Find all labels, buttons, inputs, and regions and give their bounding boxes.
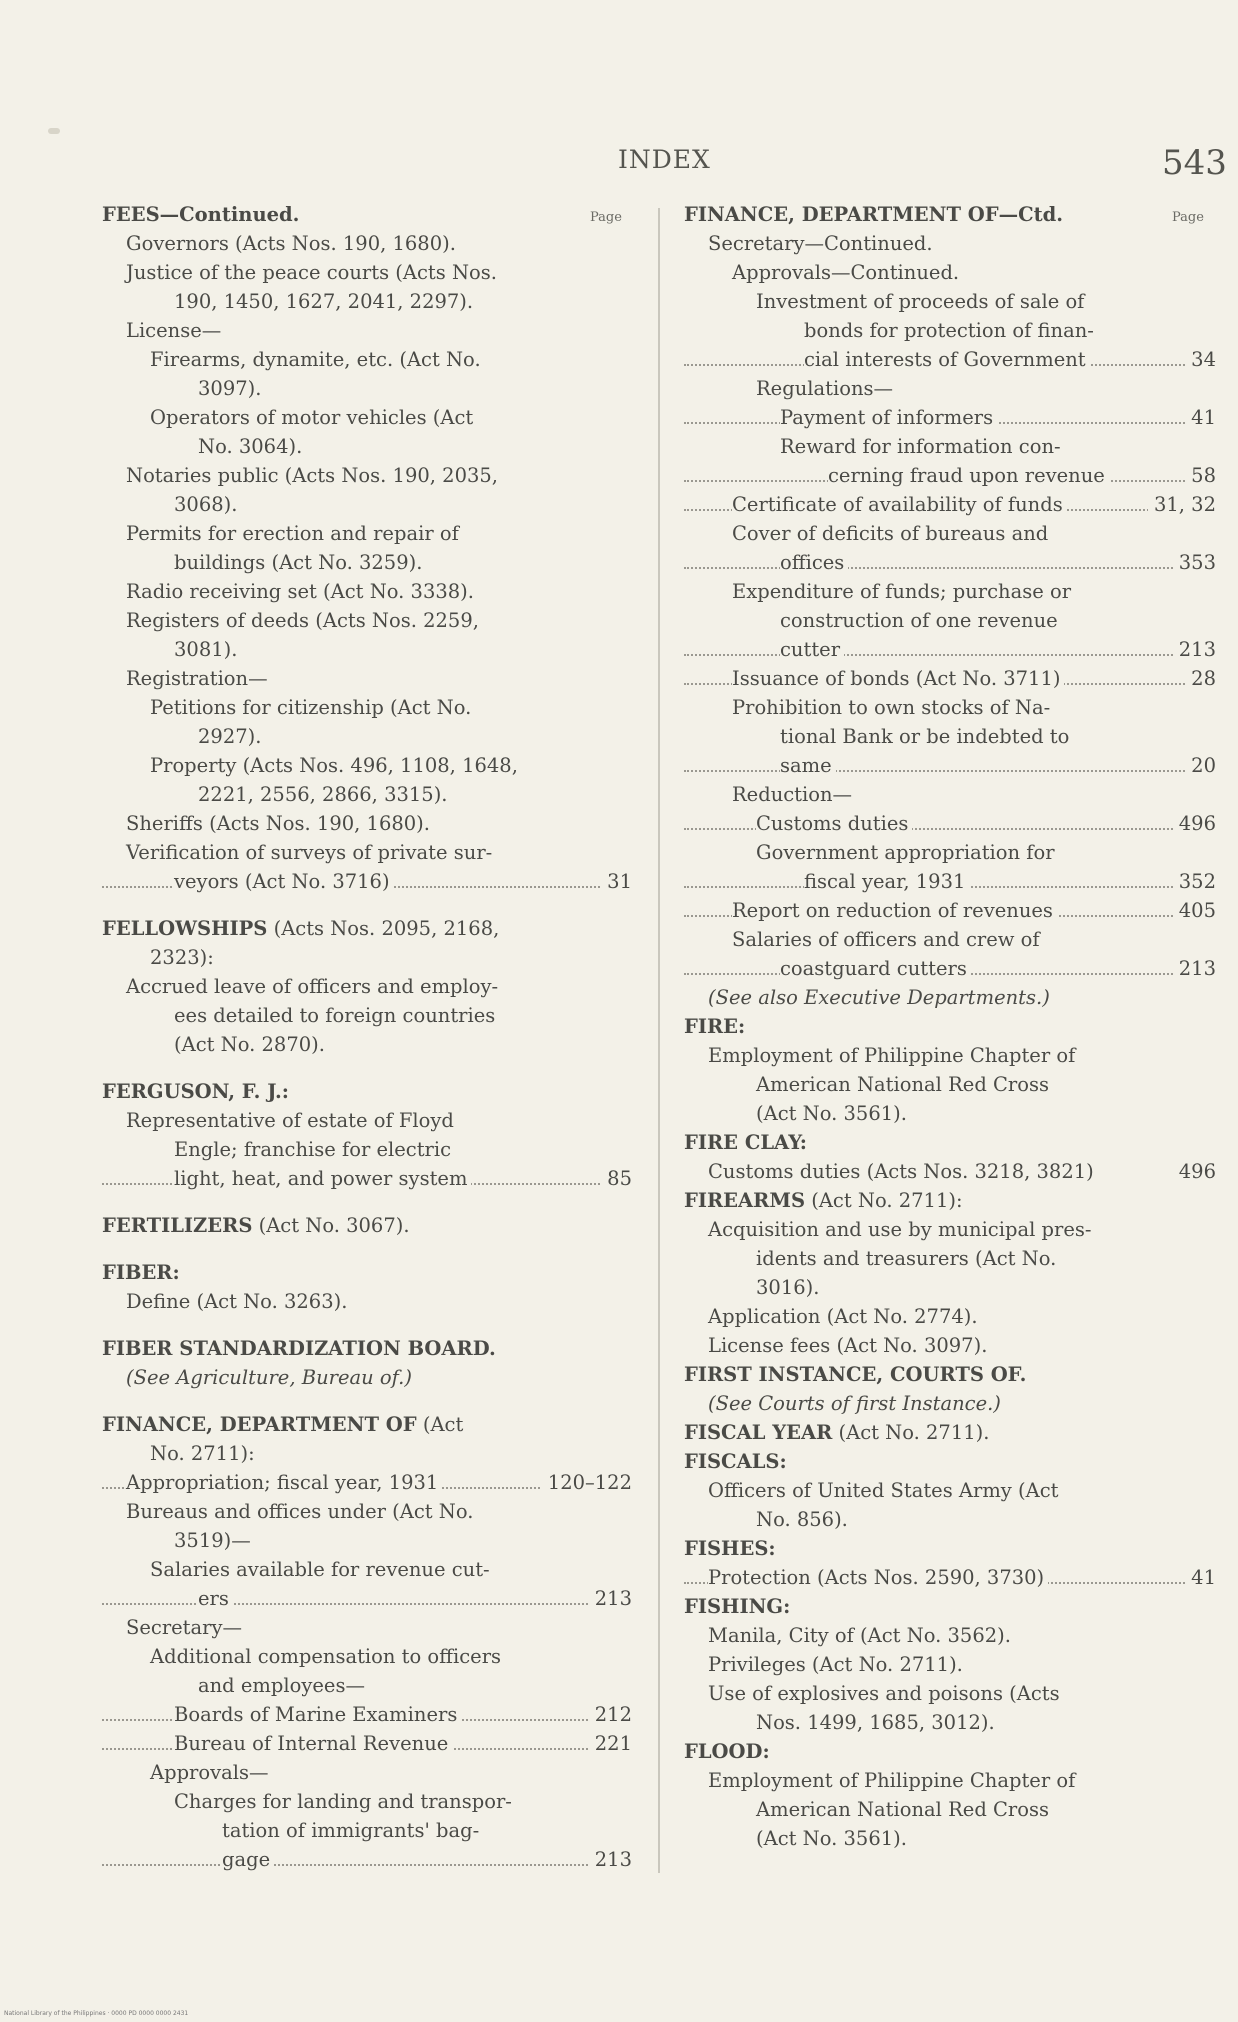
entry-text: Privileges (Act No. 2711). <box>708 1653 963 1676</box>
entry-text: ees detailed to foreign countries <box>174 1004 496 1027</box>
page-ref: 28 <box>1185 664 1216 693</box>
right-column <box>684 200 1216 1853</box>
entry-text: American National Red Cross <box>756 1798 1049 1821</box>
index-entry <box>684 809 1216 838</box>
index-entry <box>102 548 632 577</box>
entry-text: fiscal year, 1931 <box>804 870 969 893</box>
entry-text: FEES—Continued. <box>102 203 300 226</box>
entry-text: 3016). <box>756 1276 820 1299</box>
entry-act-ref: (Acts Nos. 2095, 2168, <box>267 917 500 940</box>
index-entry <box>684 490 1216 519</box>
entry-text: Investment of proceeds of sale of <box>756 290 1085 313</box>
entry-text: offices <box>780 551 848 574</box>
entry-text: Expenditure of funds; purchase or <box>732 580 1072 603</box>
index-entry <box>102 751 632 780</box>
index-entry <box>102 345 632 374</box>
entry-text: FINANCE, DEPARTMENT OF <box>102 1413 417 1436</box>
index-entry <box>102 432 632 461</box>
index-entry <box>102 1816 632 1845</box>
index-entry <box>102 1001 632 1030</box>
entry-text: FIREARMS <box>684 1189 806 1212</box>
entry-gap <box>102 1059 632 1077</box>
index-entry <box>684 780 1216 809</box>
index-entry <box>684 1621 1216 1650</box>
entry-act-ref: (Act <box>416 1413 464 1436</box>
entry-text: Customs duties <box>756 812 912 835</box>
index-entry <box>684 316 1216 345</box>
index-entry <box>102 1164 632 1193</box>
entry-text: Notaries public (Acts Nos. 190, 2035, <box>126 464 498 487</box>
entry-text: Secretary— <box>126 1616 242 1639</box>
index-entry <box>684 258 1216 287</box>
index-entry <box>102 1758 632 1787</box>
entry-text: Salaries available for revenue cut- <box>150 1558 490 1581</box>
entry-text: Accrued leave of officers and employ- <box>126 975 499 998</box>
entry-text: bonds for protection of finan- <box>804 319 1094 342</box>
entry-text: FIBER: <box>102 1261 180 1284</box>
index-entry <box>102 1287 632 1316</box>
entry-text: FERTILIZERS <box>102 1214 253 1237</box>
index-entry <box>102 1555 632 1584</box>
index-heading <box>684 1186 1216 1215</box>
entry-text: Report on reduction of revenues <box>732 899 1057 922</box>
entry-text: Reduction— <box>732 783 853 806</box>
index-entry <box>684 1708 1216 1737</box>
page-ref: 85 <box>601 1164 632 1193</box>
entry-text: cerning fraud upon revenue <box>828 464 1109 487</box>
entry-text: Property (Acts Nos. 496, 1108, 1648, <box>150 754 518 777</box>
entry-text: No. 2711): <box>150 1442 255 1465</box>
entry-text: Nos. 1499, 1685, 3012). <box>756 1711 995 1734</box>
entry-text: Certificate of availability of funds <box>732 493 1067 516</box>
index-heading <box>684 1012 1216 1041</box>
index-entry <box>102 403 632 432</box>
page-ref: 31, 32 <box>1148 490 1216 519</box>
entry-text: construction of one revenue <box>780 609 1058 632</box>
entry-text: Registers of deeds (Acts Nos. 2259, <box>126 609 479 632</box>
entry-text: Acquisition and use by municipal pres- <box>708 1218 1092 1241</box>
page-ref: 221 <box>589 1729 632 1758</box>
index-entry <box>684 548 1216 577</box>
index-entry <box>684 1650 1216 1679</box>
index-entry <box>102 722 632 751</box>
entry-text: Regulations— <box>756 377 894 400</box>
entry-text: Registration— <box>126 667 268 690</box>
entry-text: (Act No. 3561). <box>756 1102 907 1125</box>
entry-text: Approvals—Continued. <box>732 261 960 284</box>
entry-text: Cover of deficits of bureaus and <box>732 522 1049 545</box>
entry-text: American National Red Cross <box>756 1073 1049 1096</box>
entry-gap <box>102 1316 632 1334</box>
entry-text: idents and treasurers (Act No. <box>756 1247 1057 1270</box>
entry-text: buildings (Act No. 3259). <box>174 551 423 574</box>
index-entry <box>684 1389 1216 1418</box>
index-entry <box>684 838 1216 867</box>
entry-text: Governors (Acts Nos. 190, 1680). <box>126 232 456 255</box>
index-entry <box>102 1642 632 1671</box>
index-entry <box>102 635 632 664</box>
entry-text: (Act No. 2870). <box>174 1033 325 1056</box>
index-entry <box>684 374 1216 403</box>
index-entry <box>684 1070 1216 1099</box>
scan-footer: National Library of the Philippines · 0000 PD 0000 0000 2431 <box>4 2010 189 2017</box>
index-entry <box>102 287 632 316</box>
index-heading <box>684 1534 1216 1563</box>
entry-text: Secretary—Continued. <box>708 232 933 255</box>
entry-text: Customs duties (Acts Nos. 3218, 3821) <box>708 1160 1098 1183</box>
entry-text: 3068). <box>174 493 238 516</box>
entry-text: ers <box>198 1587 233 1610</box>
page-ref: 212 <box>589 1700 632 1729</box>
index-entry <box>102 1468 632 1497</box>
index-heading <box>684 1418 1216 1447</box>
page-ref: 41 <box>1185 1563 1216 1592</box>
entry-text: FISCALS: <box>684 1450 787 1473</box>
index-heading <box>684 200 1216 229</box>
index-entry <box>684 606 1216 635</box>
entry-text: Boards of Marine Examiners <box>174 1703 461 1726</box>
index-entry <box>684 1824 1216 1853</box>
index-entry <box>102 316 632 345</box>
index-entry <box>684 1157 1216 1186</box>
entry-text: No. 3064). <box>198 435 303 458</box>
index-entry <box>102 943 632 972</box>
entry-gap <box>102 1240 632 1258</box>
index-entry <box>102 1671 632 1700</box>
entry-text: (Act No. 3561). <box>756 1827 907 1850</box>
entry-text: Protection (Acts Nos. 2590, 3730) <box>708 1566 1048 1589</box>
index-entry <box>684 1563 1216 1592</box>
index-entry <box>102 577 632 606</box>
index-heading <box>102 1077 632 1106</box>
entry-text: (See Agriculture, Bureau of.) <box>126 1366 412 1389</box>
index-entry <box>684 1215 1216 1244</box>
index-entry <box>684 1679 1216 1708</box>
entry-text: License— <box>126 319 222 342</box>
entry-text: gage <box>222 1848 274 1871</box>
page-ref: 213 <box>1173 954 1216 983</box>
entry-text: Reward for information con- <box>780 435 1061 458</box>
entry-text: Petitions for citizenship (Act No. <box>150 696 472 719</box>
page-ref: 213 <box>589 1845 632 1874</box>
entry-gap <box>102 1193 632 1211</box>
scan-smudge <box>48 128 60 134</box>
page-ref: 352 <box>1173 867 1216 896</box>
index-entry <box>102 664 632 693</box>
page-ref: 496 <box>1173 809 1216 838</box>
index-entry <box>102 461 632 490</box>
index-heading <box>684 1737 1216 1766</box>
page-ref: 34 <box>1185 345 1216 374</box>
entry-text: light, heat, and power system <box>174 1167 471 1190</box>
entry-text: FIBER STANDARDIZATION BOARD. <box>102 1337 496 1360</box>
index-entry <box>684 664 1216 693</box>
entry-gap <box>102 1392 632 1410</box>
entry-text: Charges for landing and transpor- <box>174 1790 512 1813</box>
entry-text: FINANCE, DEPARTMENT OF—Ctd. <box>684 203 1064 226</box>
index-entry <box>684 722 1216 751</box>
index-entry <box>684 896 1216 925</box>
entry-text: tional Bank or be indebted to <box>780 725 1070 748</box>
entry-text: Radio receiving set (Act No. 3338). <box>126 580 474 603</box>
index-heading <box>102 1410 632 1439</box>
index-entry <box>102 1584 632 1613</box>
index-entry <box>102 972 632 1001</box>
page-ref: 20 <box>1185 751 1216 780</box>
index-entry <box>684 577 1216 606</box>
page-column-label-right: Page <box>1172 210 1204 225</box>
index-entry <box>102 1729 632 1758</box>
entry-text: Bureau of Internal Revenue <box>174 1732 452 1755</box>
index-entry <box>684 954 1216 983</box>
index-entry <box>102 519 632 548</box>
index-entry <box>102 780 632 809</box>
entry-text: Representative of estate of Floyd <box>126 1109 454 1132</box>
entry-text: Application (Act No. 2774). <box>708 1305 978 1328</box>
index-entry <box>684 519 1216 548</box>
page-column-label-left: Page <box>590 210 622 225</box>
entry-text: Permits for erection and repair of <box>126 522 459 545</box>
index-entry <box>102 1845 632 1874</box>
page-ref: 120–122 <box>542 1468 632 1497</box>
index-heading <box>684 1592 1216 1621</box>
index-entry <box>102 867 632 896</box>
entry-text: Sheriffs (Acts Nos. 190, 1680). <box>126 812 430 835</box>
entry-text: 2221, 2556, 2866, 3315). <box>198 783 448 806</box>
entry-text: FELLOWSHIPS <box>102 917 268 940</box>
page-ref: 353 <box>1173 548 1216 577</box>
page-ref: 31 <box>601 867 632 896</box>
entry-text: 3097). <box>198 377 262 400</box>
index-entry <box>102 1700 632 1729</box>
index-entry <box>102 1135 632 1164</box>
index-entry <box>684 1302 1216 1331</box>
entry-text: tation of immigrants' bag- <box>222 1819 480 1842</box>
entry-text: No. 856). <box>756 1508 848 1531</box>
index-entry <box>684 1766 1216 1795</box>
entry-text: cial interests of Government <box>804 348 1090 371</box>
index-entry <box>102 229 632 258</box>
entry-text: Officers of United States Army (Act <box>708 1479 1059 1502</box>
entry-text: FIRE: <box>684 1015 746 1038</box>
index-entry <box>102 374 632 403</box>
index-entry <box>684 1244 1216 1273</box>
page-ref: 58 <box>1185 461 1216 490</box>
index-entry <box>102 1363 632 1392</box>
index-entry <box>102 1526 632 1555</box>
entry-text: FERGUSON, F. J.: <box>102 1080 289 1103</box>
entry-text: FLOOD: <box>684 1740 770 1763</box>
entry-text: veyors (Act No. 3716) <box>174 870 394 893</box>
index-heading <box>102 1211 632 1240</box>
index-heading <box>684 1447 1216 1476</box>
index-entry <box>684 1331 1216 1360</box>
page-ref: 405 <box>1173 896 1216 925</box>
entry-text: Government appropriation for <box>756 841 1055 864</box>
entry-gap <box>102 896 632 914</box>
index-heading <box>102 1258 632 1287</box>
index-entry <box>102 258 632 287</box>
entry-text: FISHES: <box>684 1537 776 1560</box>
page-number: 543 <box>1162 143 1227 183</box>
index-entry <box>684 1795 1216 1824</box>
index-entry <box>684 345 1216 374</box>
entry-text: coastguard cutters <box>780 957 971 980</box>
entry-text: Approvals— <box>150 1761 269 1784</box>
page-ref: 213 <box>589 1584 632 1613</box>
index-heading <box>102 1334 632 1363</box>
index-entry <box>102 1613 632 1642</box>
index-heading <box>102 914 632 943</box>
index-entry <box>684 693 1216 722</box>
entry-text: (See Courts of first Instance.) <box>708 1392 1001 1415</box>
page-ref: 41 <box>1185 403 1216 432</box>
entry-text: 2323): <box>150 946 214 969</box>
index-entry <box>684 925 1216 954</box>
entry-text: Engle; franchise for electric <box>174 1138 452 1161</box>
index-entry <box>684 287 1216 316</box>
index-entry <box>684 432 1216 461</box>
entry-text: Operators of motor vehicles (Act <box>150 406 474 429</box>
entry-text: and employees— <box>198 1674 365 1697</box>
entry-text: FIRE CLAY: <box>684 1131 807 1154</box>
entry-text: 3519)— <box>174 1529 251 1552</box>
index-entry <box>102 693 632 722</box>
entry-text: Issuance of bonds (Act No. 3711) <box>732 667 1064 690</box>
index-entry <box>102 1030 632 1059</box>
index-entry <box>684 461 1216 490</box>
index-entry <box>102 606 632 635</box>
entry-text: 2927). <box>198 725 262 748</box>
left-column <box>102 200 632 1874</box>
entry-text: cutter <box>780 638 844 661</box>
entry-text: Salaries of officers and crew of <box>732 928 1040 951</box>
index-entry <box>102 1106 632 1135</box>
index-entry <box>684 983 1216 1012</box>
entry-text: License fees (Act No. 3097). <box>708 1334 988 1357</box>
index-entry <box>684 751 1216 780</box>
index-entry <box>684 1099 1216 1128</box>
entry-text: Bureaus and offices under (Act No. <box>126 1500 474 1523</box>
entry-text: Firearms, dynamite, etc. (Act No. <box>150 348 481 371</box>
entry-text: FISHING: <box>684 1595 791 1618</box>
index-entry <box>684 1505 1216 1534</box>
index-heading <box>684 1128 1216 1157</box>
page-title: INDEX <box>618 145 711 174</box>
index-heading <box>684 1360 1216 1389</box>
index-entry <box>684 1273 1216 1302</box>
entry-text: Use of explosives and poisons (Acts <box>708 1682 1060 1705</box>
entry-text: Employment of Philippine Chapter of <box>708 1769 1076 1792</box>
entry-text: Verification of surveys of private sur- <box>126 841 493 864</box>
page-ref: 213 <box>1173 635 1216 664</box>
entry-text: Manila, City of (Act No. 3562). <box>708 1624 1011 1647</box>
index-heading <box>102 200 632 229</box>
entry-text: Appropriation; fiscal year, 1931 <box>126 1471 442 1494</box>
entry-act-ref: (Act No. 3067). <box>252 1214 410 1237</box>
index-entry <box>102 809 632 838</box>
entry-text: same <box>780 754 836 777</box>
entry-text: FIRST INSTANCE, COURTS OF. <box>684 1363 1027 1386</box>
entry-text: Define (Act No. 3263). <box>126 1290 348 1313</box>
entry-text: FISCAL YEAR <box>684 1421 833 1444</box>
entry-act-ref: (Act No. 2711). <box>832 1421 990 1444</box>
index-entry <box>684 635 1216 664</box>
index-entry <box>684 1041 1216 1070</box>
index-entry <box>684 229 1216 258</box>
entry-text: Payment of informers <box>780 406 997 429</box>
index-entry <box>102 1787 632 1816</box>
entry-text: (See also Executive Departments.) <box>708 986 1050 1009</box>
index-entry <box>102 490 632 519</box>
entry-act-ref: (Act No. 2711): <box>805 1189 963 1212</box>
index-entry <box>684 1476 1216 1505</box>
entry-text: Employment of Philippine Chapter of <box>708 1044 1076 1067</box>
entry-text: Prohibition to own stocks of Na- <box>732 696 1051 719</box>
index-entry <box>102 1497 632 1526</box>
column-divider <box>658 208 660 1873</box>
page-ref: 496 <box>1173 1157 1216 1186</box>
entry-text: 3081). <box>174 638 238 661</box>
index-entry <box>684 403 1216 432</box>
entry-text: Additional compensation to officers <box>150 1645 502 1668</box>
entry-text: 190, 1450, 1627, 2041, 2297). <box>174 290 474 313</box>
index-entry <box>102 1439 632 1468</box>
entry-text: Justice of the peace courts (Acts Nos. <box>126 261 497 284</box>
index-entry <box>684 867 1216 896</box>
index-entry <box>102 838 632 867</box>
